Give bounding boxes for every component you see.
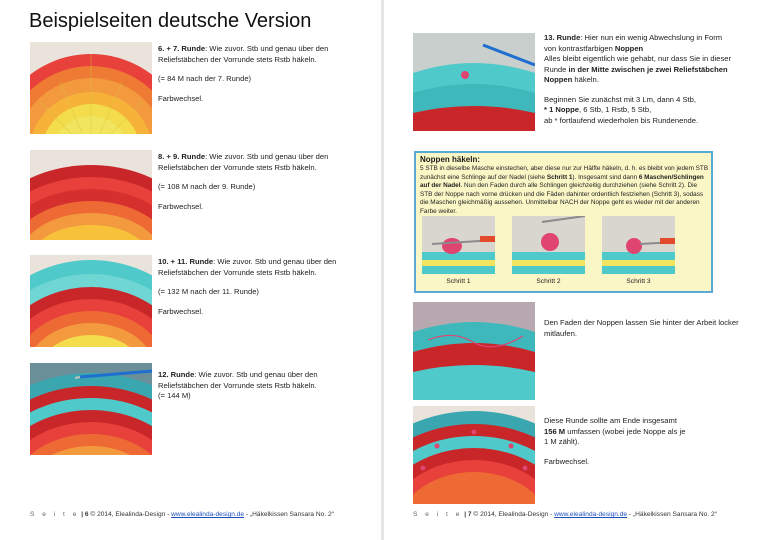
r13-line4-bold: in der Mitte zwischen je zwei Reliefstäbchen: [568, 64, 728, 74]
website-link[interactable]: www.elealinda-design.de: [171, 511, 245, 518]
photo-round-10-11: [30, 255, 152, 347]
page-left: [0, 0, 381, 540]
step-1-photo: [422, 216, 495, 274]
r13-line2-bold: Noppen: [614, 43, 644, 53]
text-round-6-7: [158, 44, 358, 113]
round-heading: 13. Runde: [544, 33, 581, 42]
footer-copyright: © 2014, Elealinda-Design -: [473, 511, 555, 518]
r13-line5-bold: Noppen: [544, 75, 573, 84]
text-round-10-11: [158, 257, 358, 326]
color-change-note: Farbwechsel.: [158, 201, 204, 211]
final-line2: umfassen (wobei jede Noppe als je: [565, 426, 686, 436]
r13-line3: Alles bleibt eigentlich wie gehabt, nur dass Sie in dieser: [544, 54, 731, 63]
step-1-caption: Schritt 1: [446, 278, 471, 285]
page-right: [384, 0, 765, 540]
text-final-round: [544, 416, 759, 467]
round-heading: 12. Runde: [158, 370, 195, 379]
step-2-caption: Schritt 2: [536, 278, 561, 285]
round-instruction: : Wie zuvor. Stb und genau über den Reliefstäbchen der Vorrunde stets Rstb häkeln.: [158, 44, 329, 64]
page-number: | 7: [464, 511, 472, 518]
footer-title: - „Häkelkissen Sansara No. 2“: [627, 511, 717, 518]
stitch-count: (= 132 M nach der 11. Runde): [158, 287, 259, 296]
footer-copyright: © 2014, Elealinda-Design -: [90, 511, 172, 518]
page-number: | 6: [81, 511, 89, 518]
r13-line5: häkeln.: [572, 75, 599, 84]
stitch-count: (= 144 M): [158, 391, 191, 400]
box-text: [420, 165, 710, 217]
round-instruction: : Wie zuvor. Stb und genau über den Reliefstäbchen der Vorrunde stets Rstb häkeln.: [158, 370, 318, 390]
round-instruction: : Wie zuvor. Stb und genau über den Reliefstäbchen der Vorrunde stets Rstb häkeln.: [158, 257, 337, 277]
text-round-12: [158, 370, 358, 411]
photo-round-8-9: [30, 150, 152, 240]
box-title: Noppen häkeln:: [420, 155, 481, 164]
footer-seite: S e i t e: [30, 511, 80, 518]
round-heading: 8. + 9. Runde: [158, 152, 206, 161]
r13-line4: Runde: [544, 64, 569, 74]
r13-line1: : Hier nun ein wenig Abwechslung in Form: [580, 33, 723, 42]
step-3-caption: Schritt 3: [626, 278, 651, 285]
color-change-note: Farbwechsel.: [544, 456, 590, 466]
photo-yarn-behind: [413, 302, 535, 400]
photo-round-12: [30, 363, 152, 455]
r13-line7: , 6 Stb, 1 Rstb, 5 Stb,: [579, 105, 652, 114]
color-change-note: Farbwechsel.: [158, 306, 204, 316]
box-text-bold2: 6 Maschen/Schlingen auf der Nadel: [420, 173, 704, 190]
box-text-part1: 5 STB in dieselbe Masche einstechen, aber diese nur zur Hälfte häkeln, d. h. es bleibt von jedem STB zunächst eine Schlinge auf der Nadel (siehe: [420, 165, 709, 181]
r13-line2: von kontrastfarbigen: [544, 43, 615, 53]
r13-line6: Beginnen Sie zunächst mit 3 Lm, dann 4 Stb,: [544, 94, 696, 104]
box-text-bold1: Schritt 1: [546, 173, 573, 181]
round-instruction: : Wie zuvor. Stb und genau über den Reliefstäbchen der Vorrunde stets Rstb häkeln.: [158, 152, 329, 172]
final-line2-bold: 156 M: [544, 426, 566, 436]
final-line1: Diese Runde sollte am Ende insgesamt: [544, 416, 677, 425]
round-heading: 6. + 7. Runde: [158, 44, 206, 53]
photo-round-13: [413, 33, 535, 131]
footer-title: - „Häkelkissen Sansara No. 2“: [244, 511, 334, 518]
color-change-note: Farbwechsel.: [158, 93, 204, 103]
step-2-photo: [512, 216, 585, 274]
box-text-part3: . Nun den Faden durch alle Schlingen gleichzeitig durchziehen (siehe Schritt 2). Die STB der Noppe nach vorne drücken und die Fäden dahinter ordentlich festziehen (Schritt 3), sodass die Maschen gleichmäßig aussehen. Unmittelbar NACH der Noppe geht es wieder mit der anderen Farbe weiter.: [420, 182, 704, 215]
r13-line8: ab * fortlaufend wiederholen bis Rundenende.: [544, 115, 699, 125]
box-text-part2: ). Insgesamt sind dann: [572, 173, 639, 181]
text-yarn-behind: [544, 318, 759, 339]
stitch-count: (= 84 M nach der 7. Runde): [158, 74, 252, 83]
r13-line7-bold: * 1 Noppe: [544, 105, 580, 114]
yarn-behind-note: Den Faden der Noppen lassen Sie hinter der Arbeit locker mitlaufen.: [544, 318, 739, 338]
text-round-13: [544, 33, 759, 126]
stitch-count: (= 108 M nach der 9. Runde): [158, 182, 256, 191]
step-3-photo: [602, 216, 675, 274]
footer-seite: S e i t e: [413, 511, 463, 518]
round-heading: 10. + 11. Runde: [158, 257, 214, 266]
text-round-8-9: [158, 152, 358, 221]
website-link[interactable]: www.elealinda-design.de: [554, 511, 628, 518]
footer-left: [30, 511, 334, 518]
page-title: Beispielseiten deutsche Version: [29, 10, 312, 32]
footer-right: [413, 511, 717, 518]
final-line3: 1 M zählt).: [544, 437, 580, 446]
photo-final-round: [413, 406, 535, 504]
photo-round-6-7: [30, 42, 152, 134]
